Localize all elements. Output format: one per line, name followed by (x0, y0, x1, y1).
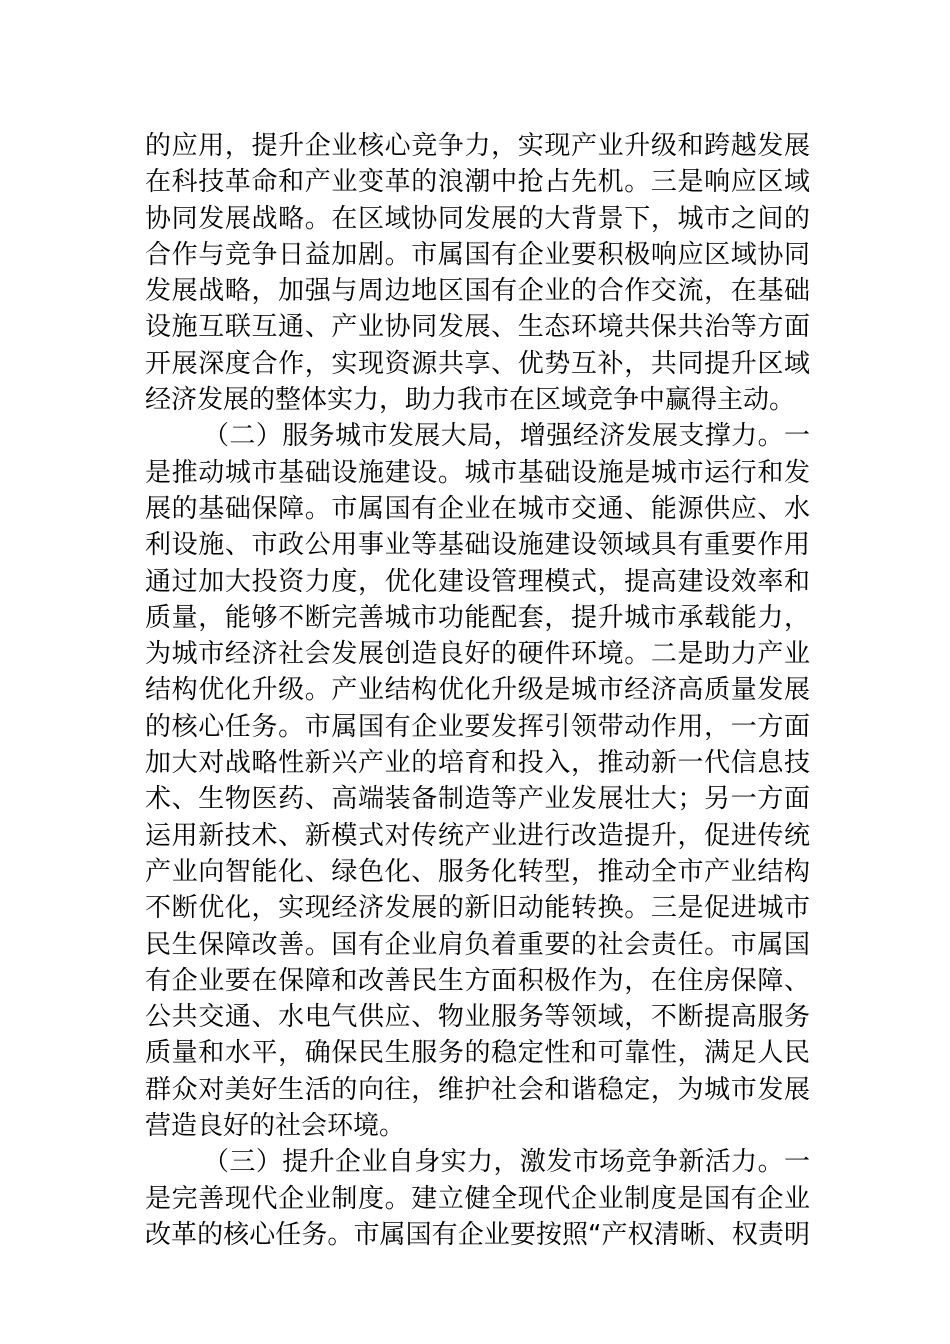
text-line: 开展深度合作，实现资源共享、优势互补，共同提升区域 (145, 348, 810, 379)
text-line: （三）提升企业自身实力，激发市场竞争新活力。一 (203, 1147, 810, 1178)
text-line: 有企业要在保障和改善民生方面积极作为，在住房保障、 (145, 965, 810, 996)
text-line: （二）服务城市发展大局，增强经济发展支撑力。一 (203, 421, 810, 452)
text-line: 不断优化，实现经济发展的新旧动能转换。三是促进城市 (145, 893, 810, 924)
text-line: 民生保障改善。国有企业肩负着重要的社会责任。市属国 (145, 929, 810, 960)
text-line: 产业向智能化、绿色化、服务化转型，推动全市产业结构 (145, 856, 810, 887)
text-line: 结构优化升级。产业结构优化升级是城市经济高质量发展 (145, 675, 810, 706)
text-line: 改革的核心任务。市属国有企业要按照“产权清晰、权责明 (145, 1219, 810, 1250)
text-line: 公共交通、水电气供应、物业服务等领域，不断提高服务 (145, 1002, 810, 1033)
text-line: 设施互联互通、产业协同发展、生态环境共保共治等方面 (145, 312, 810, 343)
text-line: 利设施、市政公用事业等基础设施建设领域具有重要作用 (145, 530, 810, 561)
text-line: 加大对战略性新兴产业的培育和投入，推动新一代信息技 (145, 748, 810, 779)
body-text (145, 128, 810, 1253)
text-line: 发展战略，加强与周边地区国有企业的合作交流，在基础 (145, 276, 810, 307)
text-line: 合作与竞争日益加剧。市属国有企业要积极响应区域协同 (145, 239, 810, 270)
text-line: 协同发展战略。在区域协同发展的大背景下，城市之间的 (145, 203, 810, 234)
text-line: 经济发展的整体实力，助力我市在区域竞争中赢得主动。 (145, 385, 796, 416)
text-line: 质量，能够不断完善城市功能配套，提升城市承载能力， (145, 602, 810, 633)
text-line: 为城市经济社会发展创造良好的硬件环境。二是助力产业 (145, 639, 810, 670)
text-line: 展的基础保障。市属国有企业在城市交通、能源供应、水 (145, 493, 810, 524)
text-line: 是完善现代企业制度。建立健全现代企业制度是国有企业 (145, 1183, 810, 1214)
text-line: 运用新技术、新模式对传统产业进行改造提升，促进传统 (145, 820, 810, 851)
text-line: 营造良好的社会环境。 (145, 1111, 406, 1142)
text-line: 在科技革命和产业变革的浪潮中抢占先机。三是响应区域 (145, 167, 810, 198)
text-line: 的核心任务。市属国有企业要发挥引领带动作用，一方面 (145, 711, 810, 742)
text-line: 群众对美好生活的向往，维护社会和谐稳定，为城市发展 (145, 1074, 810, 1105)
text-line: 术、生物医药、高端装备制造等产业发展壮大；另一方面 (145, 784, 810, 815)
text-line: 是推动城市基础设施建设。城市基础设施是城市运行和发 (145, 457, 810, 488)
text-line: 质量和水平，确保民生服务的稳定性和可靠性，满足人民 (145, 1038, 810, 1069)
text-line: 的应用，提升企业核心竞争力，实现产业升级和跨越发展 (145, 131, 810, 161)
text-line: 通过加大投资力度，优化建设管理模式，提高建设效率和 (145, 566, 810, 597)
